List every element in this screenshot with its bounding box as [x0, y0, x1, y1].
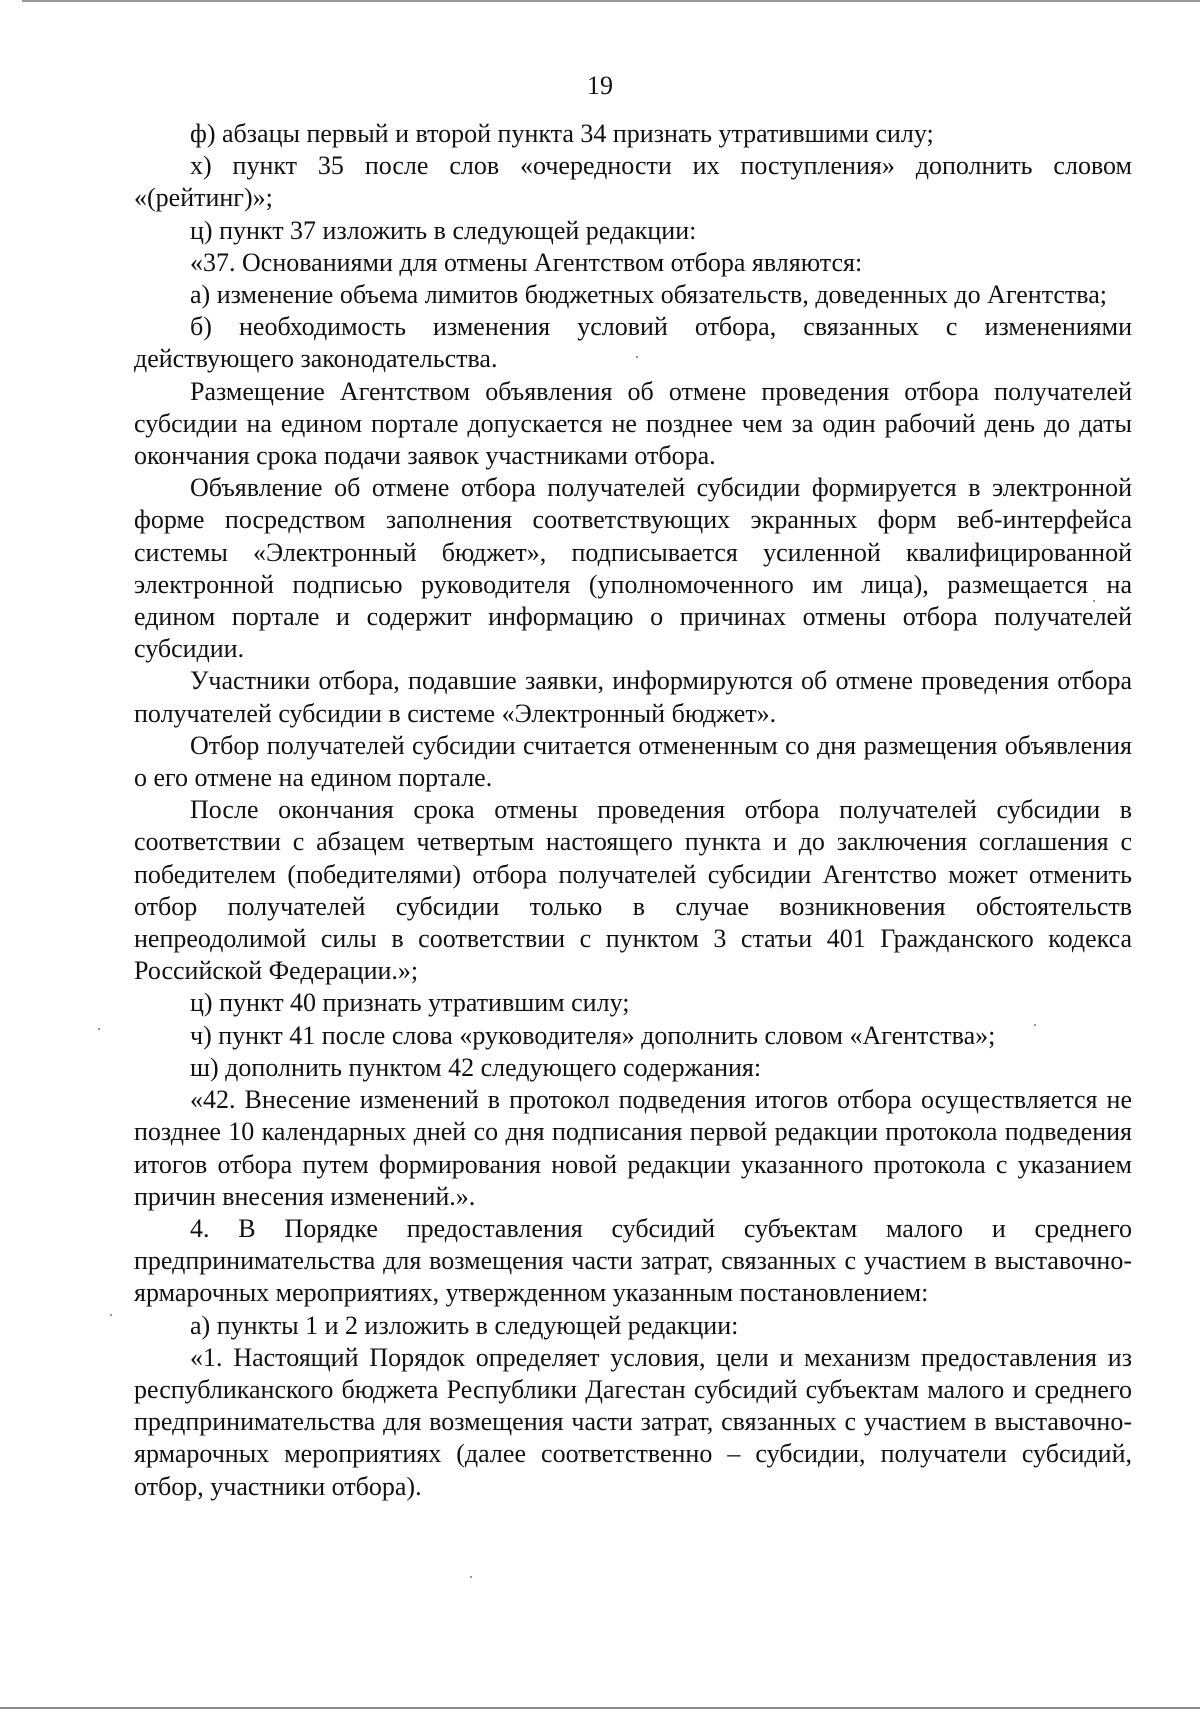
paragraph-ch: ч) пункт 41 после слова «руководителя» дополнить словом «Агентства»; — [190, 1020, 996, 1050]
paragraph-37-b: б) необходимость изменения условий отбора, связанных с изменениями действующего законодательства. — [134, 312, 1132, 374]
paragraph-sh: ш) дополнить пунктом 42 следующего содержания: — [190, 1052, 762, 1082]
paragraph-4: 4. В Порядке предоставления субсидий субъектам малого и среднего предпринимательства для возмещения части затрат, связанных с участием в выставочно-ярмарочных мероприятиях, утвержденном указанным постановлением: — [134, 1213, 1132, 1308]
scan-edge-bottom — [0, 1707, 1200, 1709]
scan-speck — [470, 1576, 472, 1578]
paragraph-37-placement: Размещение Агентством объявления об отмене проведения отбора получателей субсидии на едином портале допускается не позднее чем за один рабочий день до даты окончания срока подачи заявок участниками отбора. — [134, 376, 1132, 471]
paragraph-37-announcement: Объявление об отмене отбора получателей субсидии формируется в электронной форме посредством заполнения соответствующих экранных форм веб-интерфейса системы «Электронный бюджет», подписывается усиленной квалифицированной электронной подписью руководителя (уполномоченного им лица), размещается на едином портале и содержит информацию о причинах отмены отбора получателей субсидии. — [134, 473, 1132, 664]
scan-speck — [98, 1028, 100, 1030]
paragraph-kh: х) пункт 35 после слов «очередности их поступления» дополнить словом «(рейтинг)»; — [134, 151, 1132, 213]
paragraph-42: «42. Внесение изменений в протокол подведения итогов отбора осуществляется не позднее 10 календарных дней со дня подписания первой редакции протокола подведения итогов отбора путем формирования новой редакции указанного протокола с указанием причин внесения изменений.». — [134, 1085, 1132, 1211]
scan-edge-top — [22, 0, 1200, 2]
scan-speck — [1093, 600, 1095, 602]
paragraph-4-a: а) пункты 1 и 2 изложить в следующей редакции: — [190, 1310, 739, 1340]
paragraph-37-participants: Участники отбора, подавшие заявки, информируются об отмене проведения отбора получателей субсидии в системе «Электронный бюджет». — [134, 666, 1132, 728]
paragraph-ts-40: ц) пункт 40 признать утратившим силу; — [190, 988, 630, 1018]
paragraph-37-cancelled: Отбор получателей субсидии считается отмененным со дня размещения объявления о его отмене на едином портале. — [134, 730, 1132, 793]
scan-speck — [636, 356, 638, 358]
document-body — [134, 118, 1132, 1503]
paragraph-37-intro: «37. Основаниями для отмены Агентством отбора являются: — [190, 247, 863, 277]
page-number: 19 — [587, 71, 613, 100]
paragraph-37-force-majeure: После окончания срока отмены проведения отбора получателей субсидии в соответствии с абзацем четвертым настоящего пункта и до заключения соглашения с победителем (победителями) отбора получателей субсидии Агентство может отменить отбор получателей субсидии только в случае возникновения обстоятельств непреодолимой силы в соответствии с пунктом 3 статьи 401 Гражданского кодекса Российской Федерации.»; — [134, 795, 1132, 986]
scan-speck — [1034, 1024, 1036, 1026]
paragraph-4-1: «1. Настоящий Порядок определяет условия, цели и механизм предоставления из республиканского бюджета Республики Дагестан субсидий субъектам малого и среднего предпринимательства для возмещения части затрат, связанных с участием в выставочно-ярмарочных мероприятиях (далее соответственно – субсидии, получатели субсидий, отбор, участники отбора). — [134, 1342, 1132, 1501]
paragraph-ts: ц) пункт 37 изложить в следующей редакции: — [190, 215, 697, 245]
paragraph-37-a: а) изменение объема лимитов бюджетных обязательств, доведенных до Агентства; — [190, 280, 1107, 310]
scan-speck — [110, 1314, 112, 1316]
paragraph-f: ф) абзацы первый и второй пункта 34 признать утратившими силу; — [190, 119, 934, 148]
